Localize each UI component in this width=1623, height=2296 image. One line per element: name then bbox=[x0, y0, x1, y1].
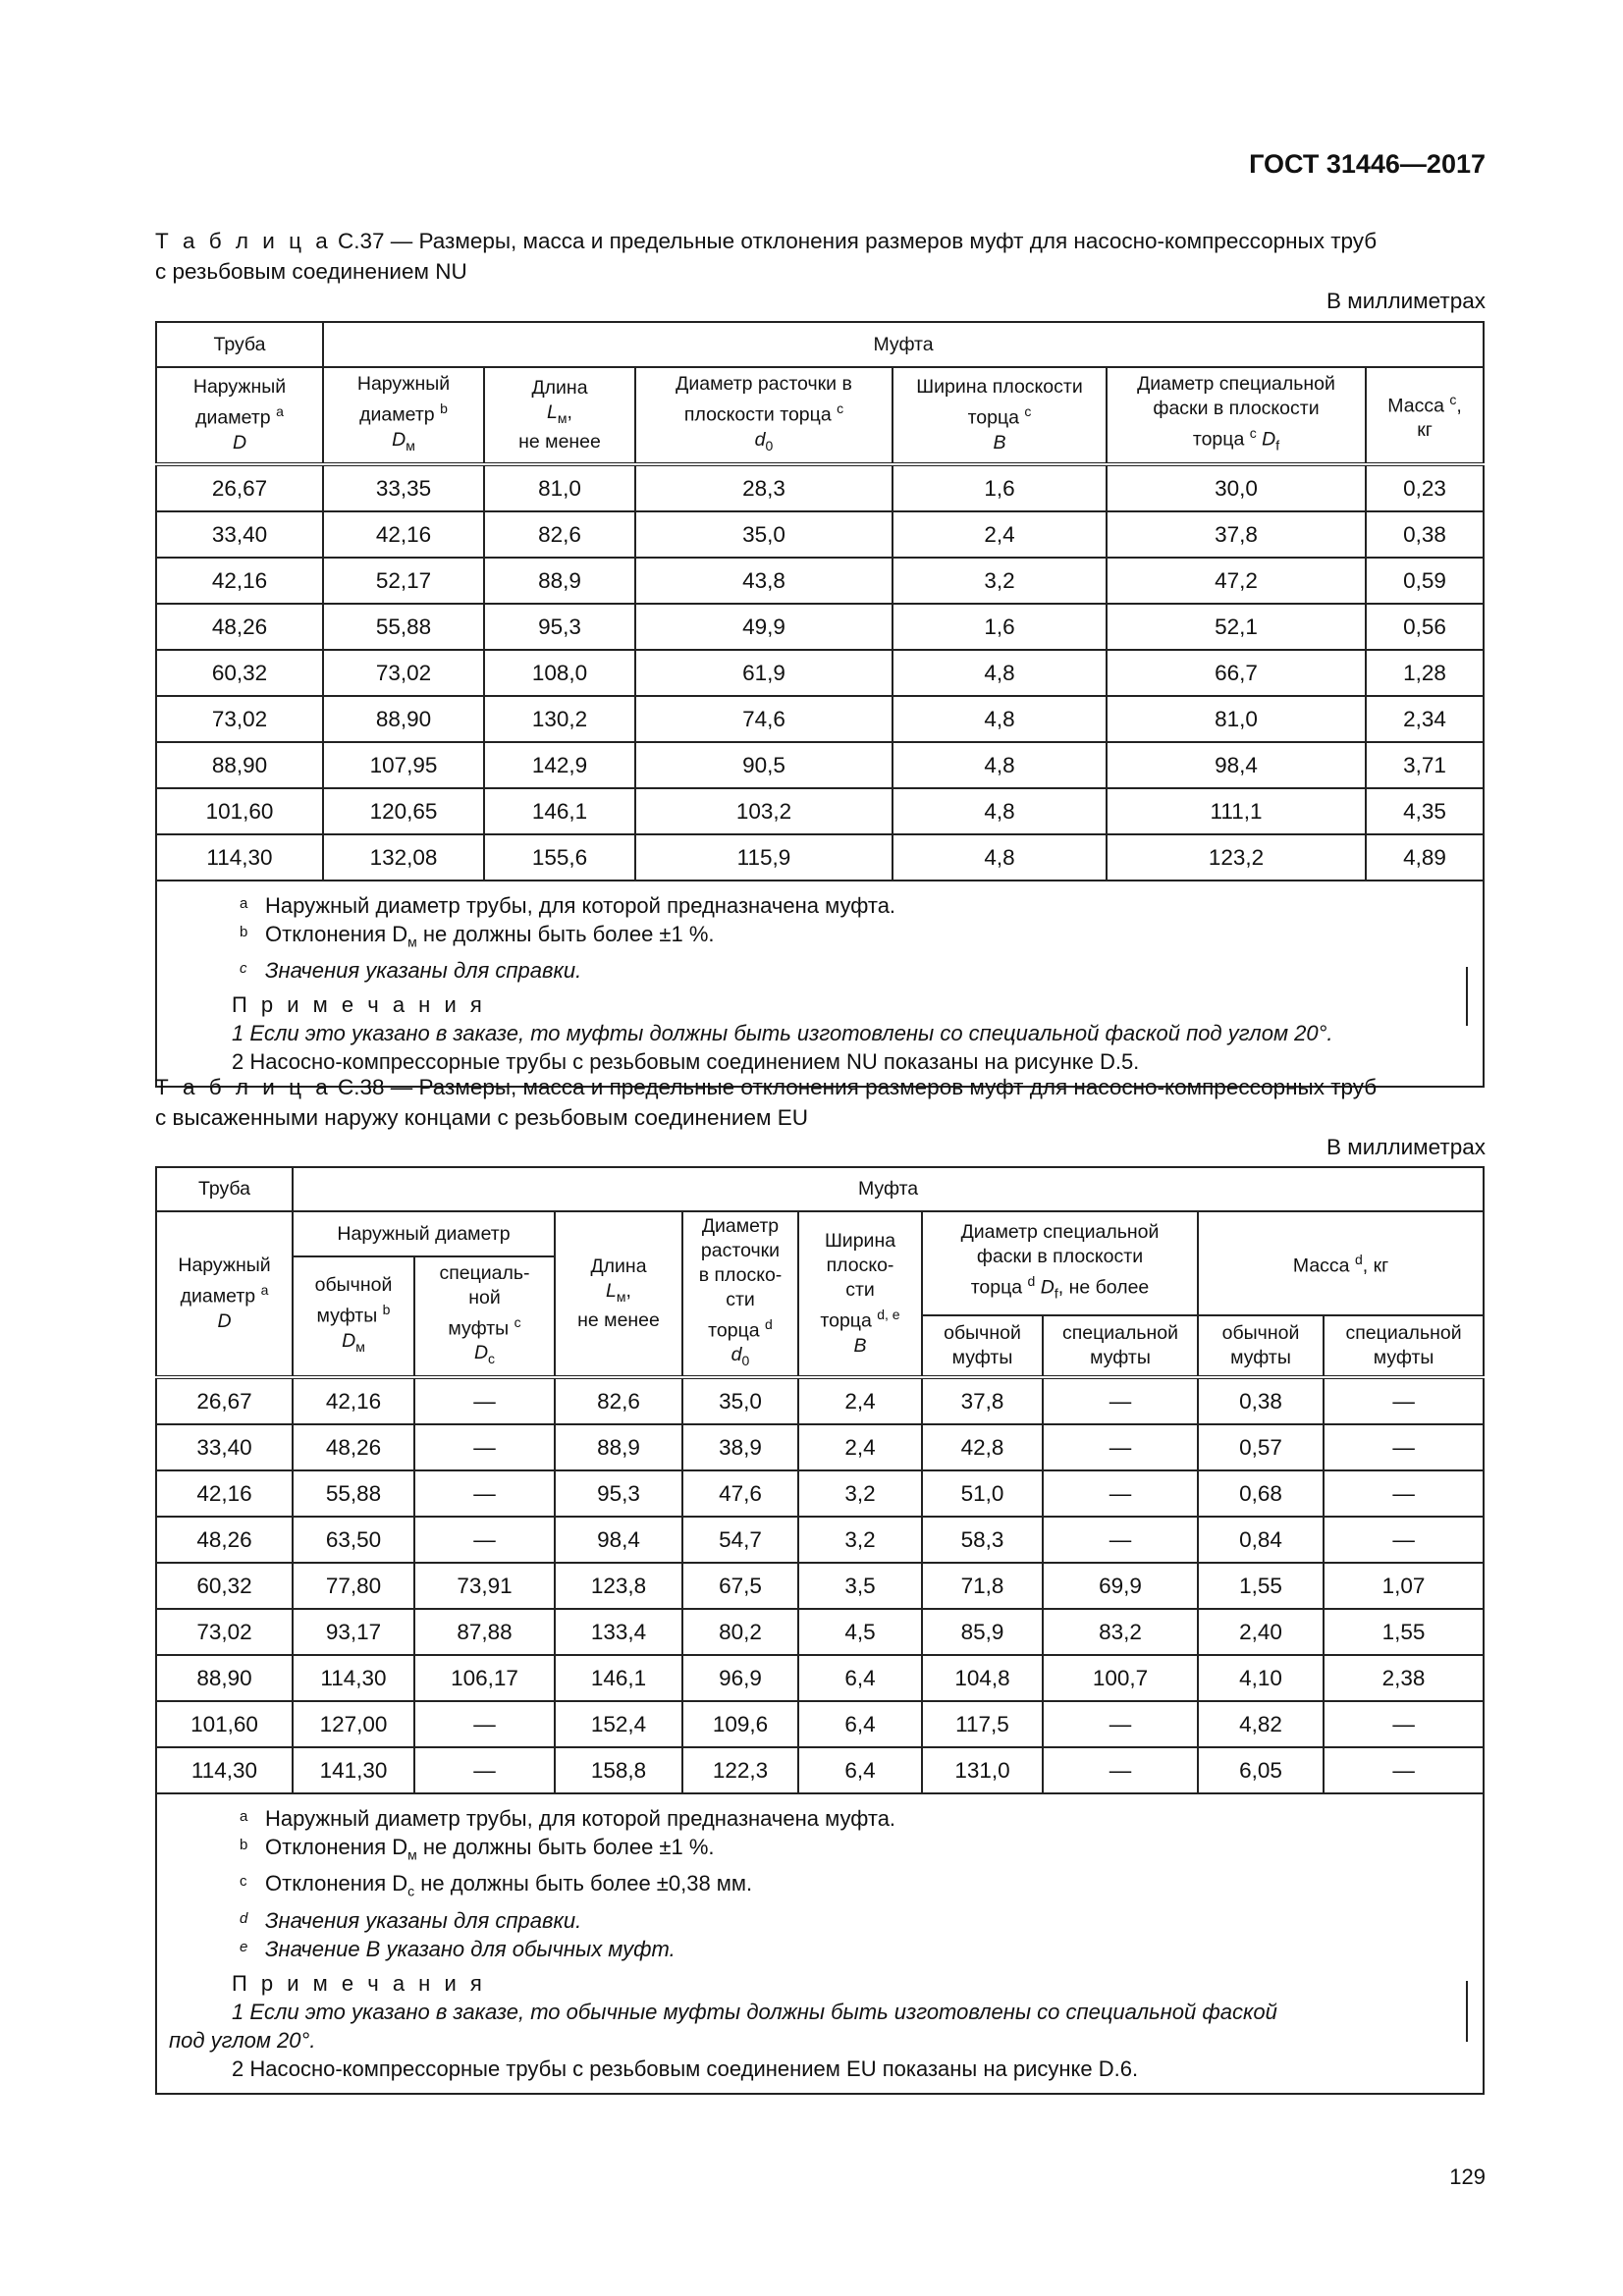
table2-col-mass-special: специальной муфты bbox=[1324, 1315, 1484, 1377]
table1-cell: 48,26 bbox=[156, 604, 323, 650]
table1-cell: 43,8 bbox=[635, 558, 893, 604]
table-c37 bbox=[155, 321, 1485, 1088]
table1-cell: 4,8 bbox=[893, 834, 1107, 881]
table2-col-face-width: Ширина плоско- сти торца $^{d, e}$ B bbox=[798, 1211, 922, 1377]
table1-cell: 1,6 bbox=[893, 604, 1107, 650]
table2-col-chamfer-special: специальной муфты bbox=[1043, 1315, 1198, 1377]
table2-cell: 141,30 bbox=[293, 1747, 414, 1793]
table2-cell: 98,4 bbox=[555, 1517, 682, 1563]
table1-footnote-b: b Отклонения $D_м$ не должны быть более ±1 %. bbox=[240, 922, 715, 950]
table2-cell: 6,05 bbox=[1198, 1747, 1324, 1793]
table2-cell: — bbox=[1324, 1517, 1484, 1563]
table1-cell: 33,40 bbox=[156, 511, 323, 558]
table1-cell: 88,90 bbox=[156, 742, 323, 788]
table1-cell: 107,95 bbox=[323, 742, 484, 788]
table2-col-outer-special: специаль- ной муфты $^c$ $D_c$ bbox=[414, 1256, 555, 1377]
table1-row bbox=[156, 558, 1484, 604]
table2-cell: — bbox=[1324, 1701, 1484, 1747]
table2-cell: 80,2 bbox=[682, 1609, 798, 1655]
table2-cell: — bbox=[1043, 1377, 1198, 1424]
table1-cell: 3,71 bbox=[1366, 742, 1484, 788]
table1-units: В миллиметрах bbox=[1326, 289, 1486, 313]
table2-cell: — bbox=[414, 1377, 555, 1424]
table1-col-length: Длина $L_м$, не менее bbox=[484, 367, 635, 464]
table2-cell: 123,8 bbox=[555, 1563, 682, 1609]
table2-cell: 6,4 bbox=[798, 1655, 922, 1701]
table2-row bbox=[156, 1563, 1484, 1609]
table2-cell: 0,68 bbox=[1198, 1470, 1324, 1517]
table1-header-pipe: Труба bbox=[156, 322, 323, 367]
table1-cell: 3,2 bbox=[893, 558, 1107, 604]
table1-cell: 114,30 bbox=[156, 834, 323, 881]
table1-row bbox=[156, 788, 1484, 834]
table1-footnote-a: a Наружный диаметр трубы, для которой предназначена муфта. bbox=[240, 893, 896, 918]
table2-col-length: Длина $L_м$, не менее bbox=[555, 1211, 682, 1377]
table2-notes bbox=[156, 1793, 1484, 2094]
table1-cell: 115,9 bbox=[635, 834, 893, 881]
table1-cell: 108,0 bbox=[484, 650, 635, 696]
table2-cell: 1,55 bbox=[1324, 1609, 1484, 1655]
table2-cell: 47,6 bbox=[682, 1470, 798, 1517]
table1-cell: 0,56 bbox=[1366, 604, 1484, 650]
table1-cell: 0,59 bbox=[1366, 558, 1484, 604]
page-number: 129 bbox=[1449, 2164, 1486, 2189]
table1-cell: 95,3 bbox=[484, 604, 635, 650]
table1-cell: 155,6 bbox=[484, 834, 635, 881]
table2-cell: 60,32 bbox=[156, 1563, 293, 1609]
table1-cell: 101,60 bbox=[156, 788, 323, 834]
table2-footnote-c: c Отклонения $D_c$ не должны быть более ±0,38 мм. bbox=[240, 1871, 753, 1899]
table1-row bbox=[156, 511, 1484, 558]
table1-col-face-width: Ширина плоскости торца $^c$ B bbox=[893, 367, 1107, 464]
table1-row bbox=[156, 604, 1484, 650]
table1-cell: 98,4 bbox=[1107, 742, 1366, 788]
table2-footnote-a: a Наружный диаметр трубы, для которой предназначена муфта. bbox=[240, 1806, 896, 1831]
table1-cell: 123,2 bbox=[1107, 834, 1366, 881]
table2-cell: 117,5 bbox=[922, 1701, 1043, 1747]
table1-caption-line2: с резьбовым соединением NU bbox=[155, 259, 467, 284]
table2-cell: — bbox=[1324, 1377, 1484, 1424]
table1-cell: 120,65 bbox=[323, 788, 484, 834]
table2-cell: 131,0 bbox=[922, 1747, 1043, 1793]
table2-cell: 54,7 bbox=[682, 1517, 798, 1563]
table1-cell: 49,9 bbox=[635, 604, 893, 650]
table1-col-mass: Масса $^c$, кг bbox=[1366, 367, 1484, 464]
table1-cell: 73,02 bbox=[323, 650, 484, 696]
table2-cell: 1,07 bbox=[1324, 1563, 1484, 1609]
table2-cell: 71,8 bbox=[922, 1563, 1043, 1609]
table2-cell: 87,88 bbox=[414, 1609, 555, 1655]
standard-number: ГОСТ 31446—2017 bbox=[1249, 149, 1486, 179]
table1-note-1: 1 Если это указано в заказе, то муфты должны быть изготовлены со специальной фаской под углом 20°. bbox=[232, 1021, 1333, 1046]
table2-cell: 95,3 bbox=[555, 1470, 682, 1517]
table2-col-outer-diameter: Наружный диаметр bbox=[293, 1211, 555, 1256]
table2-cell: 73,02 bbox=[156, 1609, 293, 1655]
table2-col-outer-regular: обычной муфты $^b$ $D_м$ bbox=[293, 1256, 414, 1377]
table2-col-chamfer-regular: обычной муфты bbox=[922, 1315, 1043, 1377]
table2-note-1-cont: под углом 20°. bbox=[169, 2027, 316, 2053]
table2-cell: — bbox=[1324, 1424, 1484, 1470]
table2-cell: 6,4 bbox=[798, 1701, 922, 1747]
table1-cell: 130,2 bbox=[484, 696, 635, 742]
table2-row bbox=[156, 1517, 1484, 1563]
table2-cell: 88,90 bbox=[156, 1655, 293, 1701]
table2-cell: 122,3 bbox=[682, 1747, 798, 1793]
table2-cell: — bbox=[1043, 1517, 1198, 1563]
table1-notes bbox=[156, 881, 1484, 1087]
table2-col-pipe-diameter: Наружный диаметр $^a$ D bbox=[156, 1211, 293, 1377]
table1-cell: 4,8 bbox=[893, 742, 1107, 788]
table2-cell: 152,4 bbox=[555, 1701, 682, 1747]
table2-header-pipe: Труба bbox=[156, 1167, 293, 1211]
table1-cell: 55,88 bbox=[323, 604, 484, 650]
table1-row bbox=[156, 464, 1484, 511]
table1-cell: 35,0 bbox=[635, 511, 893, 558]
table1-caption bbox=[155, 226, 1483, 287]
table1-caption-prefix: Т а б л и ц а bbox=[155, 229, 332, 253]
table1-row bbox=[156, 696, 1484, 742]
table1-cell: 47,2 bbox=[1107, 558, 1366, 604]
table2-cell: 3,5 bbox=[798, 1563, 922, 1609]
table1-cell: 81,0 bbox=[484, 464, 635, 511]
table2-cell: 88,9 bbox=[555, 1424, 682, 1470]
table2-cell: 100,7 bbox=[1043, 1655, 1198, 1701]
table1-notes-title: П р и м е ч а н и я bbox=[232, 992, 486, 1018]
table1-change-bar bbox=[1466, 967, 1468, 1026]
table2-cell: 63,50 bbox=[293, 1517, 414, 1563]
table2-cell: 58,3 bbox=[922, 1517, 1043, 1563]
table2-col-chamfer-diameter: Диаметр специальной фаски в плоскости торца $^d$ $D_f$, не более bbox=[922, 1211, 1198, 1315]
table1-cell: 42,16 bbox=[156, 558, 323, 604]
table2-footnote-e: e Значение B указано для обычных муфт. bbox=[240, 1936, 676, 1961]
table1-note-2: 2 Насосно-компрессорные трубы с резьбовым соединением NU показаны на рисунке D.5. bbox=[232, 1049, 1140, 1075]
table2-cell: 48,26 bbox=[156, 1517, 293, 1563]
table2-cell: 133,4 bbox=[555, 1609, 682, 1655]
table2-cell: — bbox=[1324, 1470, 1484, 1517]
table1-row bbox=[156, 834, 1484, 881]
table2-cell: 3,2 bbox=[798, 1470, 922, 1517]
table2-cell: 93,17 bbox=[293, 1609, 414, 1655]
table1-row bbox=[156, 650, 1484, 696]
table2-cell: 96,9 bbox=[682, 1655, 798, 1701]
table2-row bbox=[156, 1655, 1484, 1701]
table2-cell: 114,30 bbox=[156, 1747, 293, 1793]
table2-cell: — bbox=[414, 1701, 555, 1747]
table2-cell: 33,40 bbox=[156, 1424, 293, 1470]
table1-cell: 60,32 bbox=[156, 650, 323, 696]
table1-cell: 66,7 bbox=[1107, 650, 1366, 696]
table1-cell: 103,2 bbox=[635, 788, 893, 834]
table1-cell: 2,4 bbox=[893, 511, 1107, 558]
table2-col-mass: Масса $^d$, кг bbox=[1198, 1211, 1484, 1315]
table2-cell: 1,55 bbox=[1198, 1563, 1324, 1609]
table2-cell: — bbox=[1043, 1470, 1198, 1517]
table2-note-1: 1 Если это указано в заказе, то обычные муфты должны быть изготовлены со специальной фаской bbox=[232, 1999, 1277, 2024]
table2-row bbox=[156, 1424, 1484, 1470]
table1-cell: 0,38 bbox=[1366, 511, 1484, 558]
table1-cell: 88,90 bbox=[323, 696, 484, 742]
table2-row bbox=[156, 1609, 1484, 1655]
table2-cell: 158,8 bbox=[555, 1747, 682, 1793]
table2-cell: 42,8 bbox=[922, 1424, 1043, 1470]
table2-cell: 85,9 bbox=[922, 1609, 1043, 1655]
table1-cell: 88,9 bbox=[484, 558, 635, 604]
table2-cell: 127,00 bbox=[293, 1701, 414, 1747]
table1-col-chamfer-diameter: Диаметр специальной фаски в плоскости торца $^c$ $D_f$ bbox=[1107, 367, 1366, 464]
table1-col-pipe-diameter: Наружный диаметр $^a$ D bbox=[156, 367, 323, 464]
table1-cell: 4,8 bbox=[893, 696, 1107, 742]
table2-row bbox=[156, 1470, 1484, 1517]
table2-cell: 2,38 bbox=[1324, 1655, 1484, 1701]
table2-change-bar bbox=[1466, 1981, 1468, 2042]
table1-col-coupling-diameter: Наружный диаметр $^b$ $D_м$ bbox=[323, 367, 484, 464]
table2-cell: 6,4 bbox=[798, 1747, 922, 1793]
table1-cell: 4,89 bbox=[1366, 834, 1484, 881]
table2-cell: 2,4 bbox=[798, 1424, 922, 1470]
table1-cell: 132,08 bbox=[323, 834, 484, 881]
table2-cell: 37,8 bbox=[922, 1377, 1043, 1424]
table2-cell: 69,9 bbox=[1043, 1563, 1198, 1609]
table1-cell: 0,23 bbox=[1366, 464, 1484, 511]
table2-cell: 35,0 bbox=[682, 1377, 798, 1424]
table2-cell: 51,0 bbox=[922, 1470, 1043, 1517]
table2-cell: 48,26 bbox=[293, 1424, 414, 1470]
table1-cell: 142,9 bbox=[484, 742, 635, 788]
table2-cell: 77,80 bbox=[293, 1563, 414, 1609]
table2-cell: 3,2 bbox=[798, 1517, 922, 1563]
table1-cell: 33,35 bbox=[323, 464, 484, 511]
table1-cell: 1,6 bbox=[893, 464, 1107, 511]
table1-cell: 26,67 bbox=[156, 464, 323, 511]
table1-header-coupling: Муфта bbox=[323, 322, 1484, 367]
table1-cell: 146,1 bbox=[484, 788, 635, 834]
table1-cell: 4,35 bbox=[1366, 788, 1484, 834]
table1-cell: 28,3 bbox=[635, 464, 893, 511]
table2-col-bore-diameter: Диаметр расточки в плоско- сти торца $^d$ $d_0$ bbox=[682, 1211, 798, 1377]
table2-cell: 0,84 bbox=[1198, 1517, 1324, 1563]
table2-row bbox=[156, 1701, 1484, 1747]
table1-cell: 52,1 bbox=[1107, 604, 1366, 650]
table1-cell: 90,5 bbox=[635, 742, 893, 788]
table-c38 bbox=[155, 1166, 1485, 2095]
table2-header-coupling: Муфта bbox=[293, 1167, 1484, 1211]
table2-cell: 2,40 bbox=[1198, 1609, 1324, 1655]
table1-cell: 74,6 bbox=[635, 696, 893, 742]
table2-cell: 101,60 bbox=[156, 1701, 293, 1747]
table2-caption-line1: С.38 — Размеры, масса и предельные отклонения размеров муфт для насосно-компрессорных труб bbox=[331, 1075, 1378, 1099]
table2-cell: 146,1 bbox=[555, 1655, 682, 1701]
table2-cell: — bbox=[414, 1424, 555, 1470]
table2-row bbox=[156, 1747, 1484, 1793]
table2-cell: 4,5 bbox=[798, 1609, 922, 1655]
table2-col-mass-regular: обычной муфты bbox=[1198, 1315, 1324, 1377]
table2-cell: 4,10 bbox=[1198, 1655, 1324, 1701]
table2-cell: 73,91 bbox=[414, 1563, 555, 1609]
table1-cell: 4,8 bbox=[893, 650, 1107, 696]
table2-cell: 104,8 bbox=[922, 1655, 1043, 1701]
table2-caption-prefix: Т а б л и ц а bbox=[155, 1075, 332, 1099]
table1-cell: 111,1 bbox=[1107, 788, 1366, 834]
table2-cell: 42,16 bbox=[293, 1377, 414, 1424]
table2-cell: — bbox=[1043, 1747, 1198, 1793]
table2-units: В миллиметрах bbox=[1326, 1135, 1486, 1159]
table1-caption-line1: С.37 — Размеры, масса и предельные отклонения размеров муфт для насосно-компрессорных труб bbox=[331, 229, 1378, 253]
table1-cell: 81,0 bbox=[1107, 696, 1366, 742]
table2-cell: 106,17 bbox=[414, 1655, 555, 1701]
table1-footnote-c: c Значения указаны для справки. bbox=[240, 958, 582, 984]
table1-col-bore-diameter: Диаметр расточки в плоскости торца $^c$ $d_0$ bbox=[635, 367, 893, 464]
table2-cell: 2,4 bbox=[798, 1377, 922, 1424]
table2-cell: 109,6 bbox=[682, 1701, 798, 1747]
table1-cell: 82,6 bbox=[484, 511, 635, 558]
table1-cell: 1,28 bbox=[1366, 650, 1484, 696]
table1-cell: 30,0 bbox=[1107, 464, 1366, 511]
table2-cell: 4,82 bbox=[1198, 1701, 1324, 1747]
table2-cell: 26,67 bbox=[156, 1377, 293, 1424]
table2-cell: 82,6 bbox=[555, 1377, 682, 1424]
table2-caption bbox=[155, 1072, 1483, 1133]
table2-note-2: 2 Насосно-компрессорные трубы с резьбовым соединением EU показаны на рисунке D.6. bbox=[232, 2056, 1139, 2081]
table2-cell: 0,57 bbox=[1198, 1424, 1324, 1470]
table1-cell: 2,34 bbox=[1366, 696, 1484, 742]
table2-caption-line2: с высаженными наружу концами с резьбовым соединением EU bbox=[155, 1105, 808, 1130]
table2-cell: — bbox=[1324, 1747, 1484, 1793]
table2-cell: 42,16 bbox=[156, 1470, 293, 1517]
table2-cell: — bbox=[1043, 1701, 1198, 1747]
table2-footnote-d: d Значения указаны для справки. bbox=[240, 1907, 582, 1933]
table2-row bbox=[156, 1377, 1484, 1424]
table2-cell: — bbox=[1043, 1424, 1198, 1470]
table2-cell: 67,5 bbox=[682, 1563, 798, 1609]
table2-cell: — bbox=[414, 1470, 555, 1517]
table1-cell: 61,9 bbox=[635, 650, 893, 696]
table2-cell: 0,38 bbox=[1198, 1377, 1324, 1424]
table2-cell: 55,88 bbox=[293, 1470, 414, 1517]
table2-cell: 38,9 bbox=[682, 1424, 798, 1470]
table1-cell: 4,8 bbox=[893, 788, 1107, 834]
table2-notes-title: П р и м е ч а н и я bbox=[232, 1970, 486, 1996]
table1-row bbox=[156, 742, 1484, 788]
table1-cell: 37,8 bbox=[1107, 511, 1366, 558]
table1-cell: 73,02 bbox=[156, 696, 323, 742]
table1-cell: 42,16 bbox=[323, 511, 484, 558]
table2-footnote-b: b Отклонения $D_м$ не должны быть более ±1 %. bbox=[240, 1835, 715, 1863]
table2-cell: 83,2 bbox=[1043, 1609, 1198, 1655]
table2-cell: — bbox=[414, 1747, 555, 1793]
table2-cell: 114,30 bbox=[293, 1655, 414, 1701]
table1-cell: 52,17 bbox=[323, 558, 484, 604]
table2-cell: — bbox=[414, 1517, 555, 1563]
